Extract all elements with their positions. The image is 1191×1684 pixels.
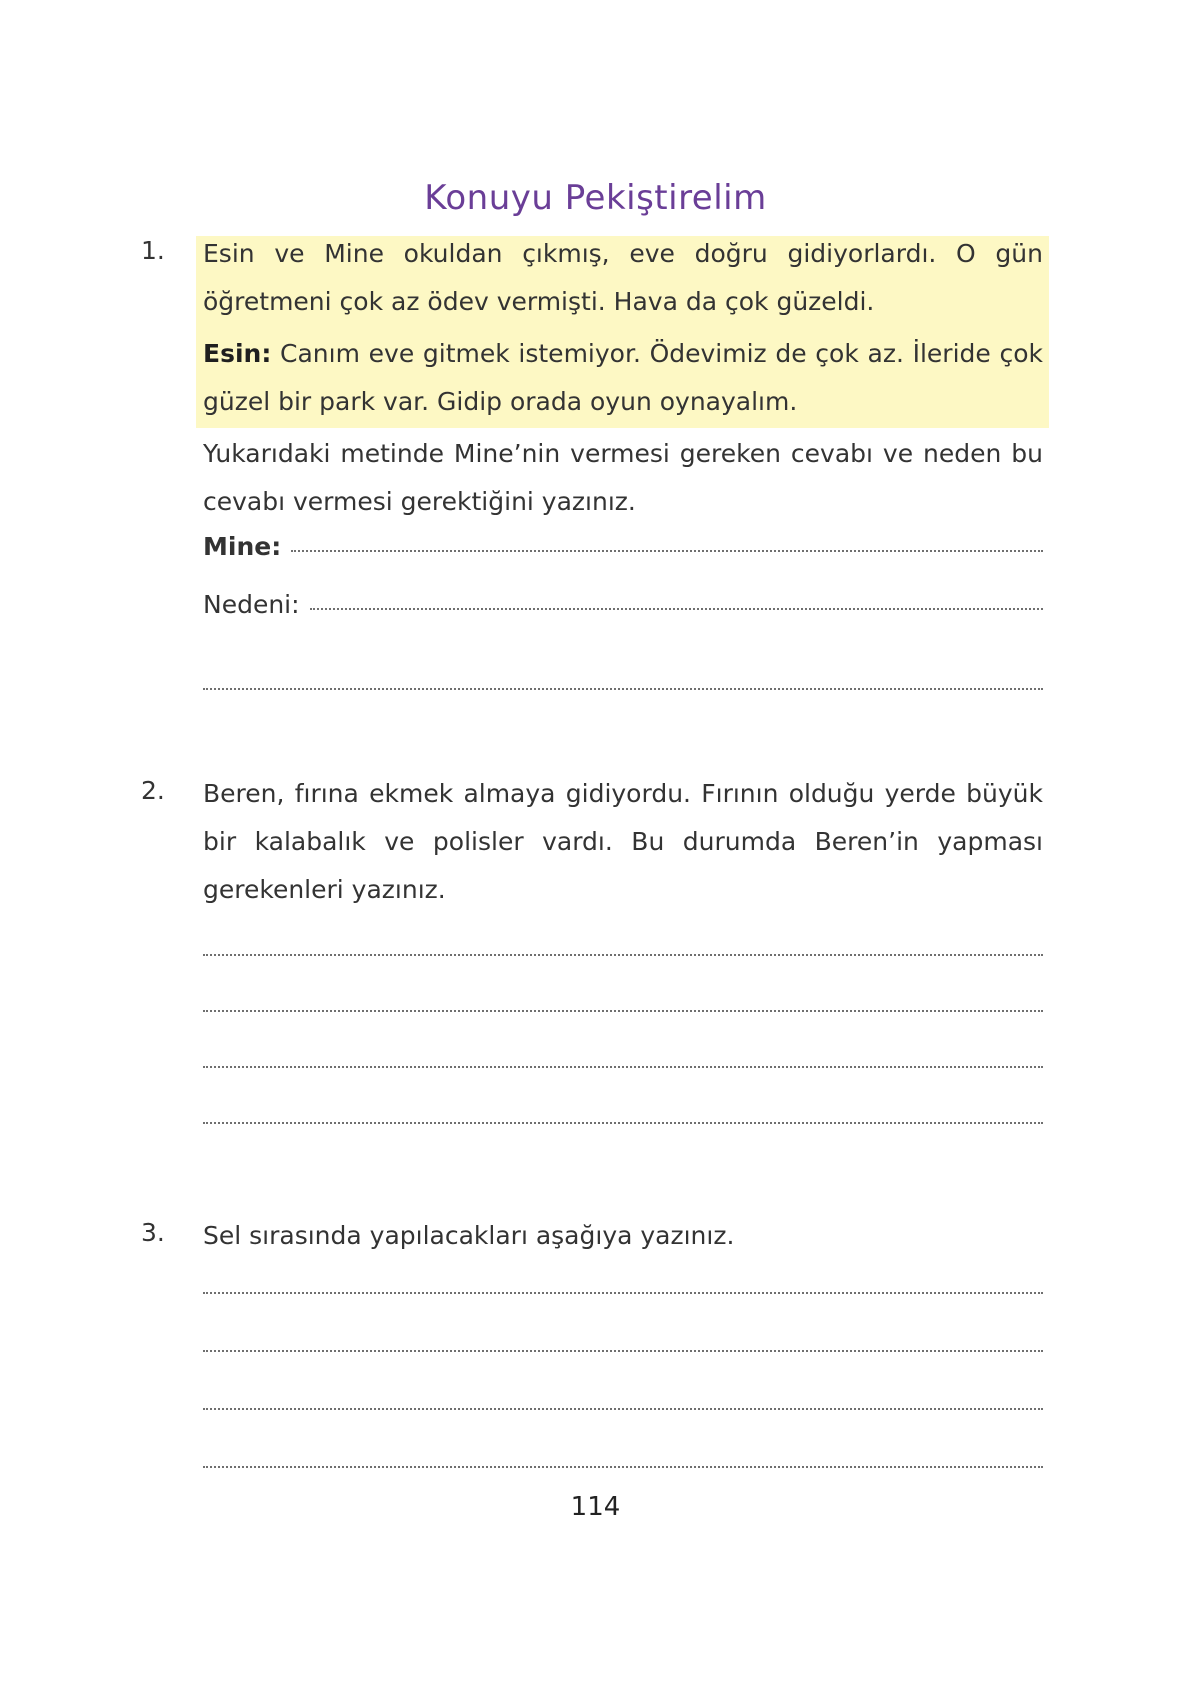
answer-line[interactable] <box>203 688 1043 690</box>
question-1-number: 1. <box>141 236 165 265</box>
question-2-number: 2. <box>141 776 165 805</box>
answer-line[interactable] <box>203 1066 1043 1068</box>
question-3-number: 3. <box>141 1218 165 1247</box>
answer-label-nedeni: Nedeni: <box>203 590 300 619</box>
answer-line[interactable] <box>203 1466 1043 1468</box>
answer-line-mine[interactable] <box>203 532 1043 561</box>
speaker-label-esin: Esin: <box>203 339 272 368</box>
dotted-line <box>291 550 1043 552</box>
answer-label-mine: Mine: <box>203 532 282 561</box>
speaker-text-esin: Canım eve gitmek istemiyor. Ödevimiz de çok az. İleride çok güzel bir park var. Gidip orada oyun oynayalım. <box>203 339 1043 416</box>
page-title: Konuyu Pekiştirelim <box>424 178 767 218</box>
question-1-story: Esin ve Mine okuldan çıkmış, eve doğru gidiyorlardı. O gün öğretmeni çok az ödev vermişti. Hava da çok güzeldi. <box>203 239 1043 316</box>
answer-line[interactable] <box>203 954 1043 956</box>
dotted-line <box>310 608 1043 610</box>
answer-line[interactable] <box>203 1010 1043 1012</box>
question-1-dialogue <box>203 330 1043 426</box>
page-number: 114 <box>570 1492 621 1522</box>
answer-line[interactable] <box>203 1122 1043 1124</box>
question-3-text: Sel sırasında yapılacakları aşağıya yazınız. <box>203 1221 735 1250</box>
question-2-text: Beren, fırına ekmek almaya gidiyordu. Fırının olduğu yerde büyük bir kalabalık ve polisler vardı. Bu durumda Beren’in yapması gerekenleri yazınız. <box>203 779 1043 904</box>
answer-line[interactable] <box>203 1350 1043 1352</box>
answer-line[interactable] <box>203 1408 1043 1410</box>
answer-line[interactable] <box>203 1292 1043 1294</box>
answer-line-nedeni[interactable] <box>203 590 1043 619</box>
question-1-instruction: Yukarıdaki metinde Mine’nin vermesi gereken cevabı ve neden bu cevabı vermesi gerektiğini yazınız. <box>203 439 1043 516</box>
